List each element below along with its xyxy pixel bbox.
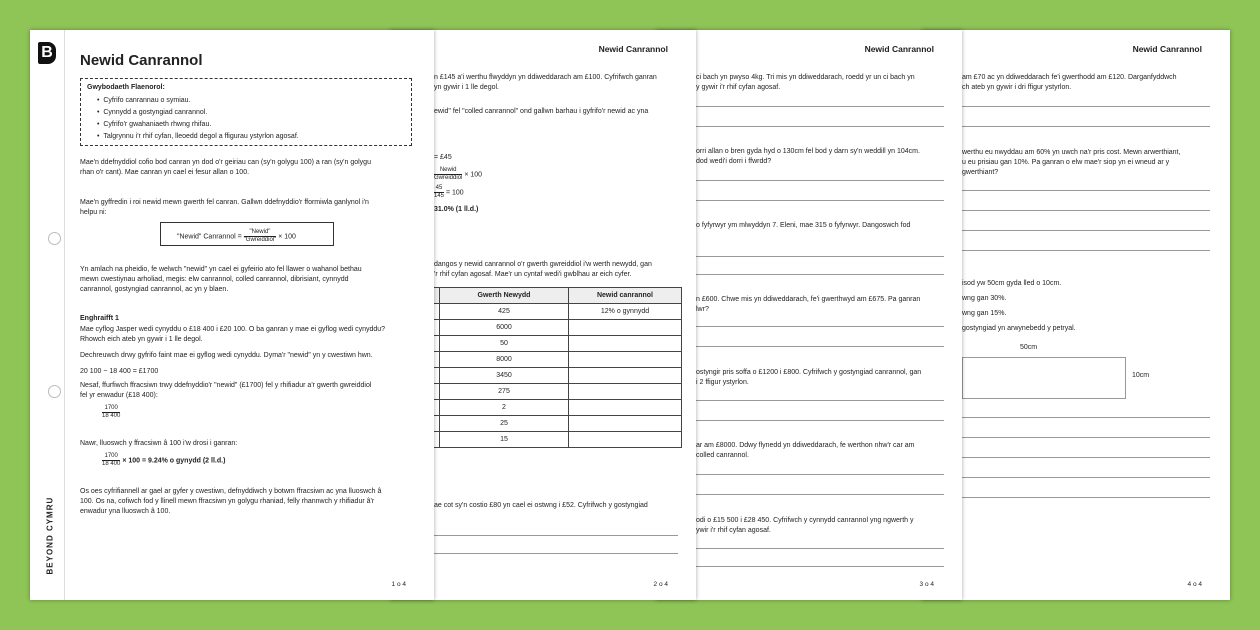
answer-line — [696, 548, 944, 549]
answer-line — [962, 437, 1210, 438]
answer-line — [696, 400, 944, 401]
fraction: $\frac{1700}{18 400}$ — [102, 405, 121, 419]
question-text: o fyfyrwyr ym mlwyddyn 7. Eleni, mae 315 o fyfyrwyr. Dangoswch fod — [696, 222, 911, 229]
body-text: rhan o'r cant). Mae canran yn cael ei fesur allan o 100. — [80, 169, 250, 176]
answer-line — [962, 230, 1210, 231]
answer-line — [696, 346, 944, 347]
list-item: • Cyfrifo canrannau o symiau. — [97, 97, 191, 104]
question-text: ci bach yn pwyso 4kg. Tri mis yn ddiweddarach, roedd yr un ci bach yn — [696, 74, 915, 81]
table-row: 2 — [411, 400, 682, 416]
fraction: $\frac{\text{Newid}}{\text{Gwreiddiol}}$ — [434, 167, 463, 181]
answer-line — [696, 474, 944, 475]
page-number: 2 o 4 — [653, 581, 668, 588]
body-text: Mae'n gyffredin i roi newid mewn gwerth fel canran. Gallwn ddefnyddio'r fformiwla ganlynol i'n — [80, 199, 369, 206]
answer-line — [962, 457, 1210, 458]
answer-line — [962, 417, 1210, 418]
percentage-change-table — [410, 287, 682, 448]
list-item: • Cynnydd a gostyngiad canrannol. — [97, 109, 208, 116]
answer-line — [434, 535, 678, 536]
answer-line — [962, 126, 1210, 127]
answer-line — [696, 420, 944, 421]
working-line: = £45 — [434, 154, 452, 161]
page-title: Newid Canrannol — [80, 52, 203, 69]
column-header: Gwerth Newydd — [440, 288, 569, 304]
brand-name: BEYOND CYMRU — [45, 496, 55, 575]
question-text: u eu prisiau gan 10%. Pa ganran o elw mae'r siop yn ei wneud ar y — [962, 159, 1170, 166]
table-row: 6000 — [411, 320, 682, 336]
table-row: 3450 — [411, 368, 682, 384]
body-text: Yn amlach na pheidio, fe welwch "newid" yn cael ei gyfeirio ato fel llawer o wahanol bethau — [80, 266, 362, 273]
answer-line — [696, 494, 944, 495]
body-text: canrannol, gostyngiad canrannol, ac yn y blaen. — [80, 286, 229, 293]
working-line: $\frac{\text{Newid}}{\text{Gwreiddiol}} \times 100$ — [434, 167, 483, 181]
fraction: $\frac{45}{145}$ — [434, 185, 445, 199]
rectangle-diagram — [962, 357, 1126, 399]
answer-line — [962, 477, 1210, 478]
table-row: 275 — [411, 384, 682, 400]
answer-line — [696, 106, 944, 107]
body-text: Dechreuwch drwy gyfrifo faint mae ei gyflog wedi cynyddu. Dyma'r "newid" yn y cwestiwn hwn. — [80, 352, 373, 359]
question-text: lwr? — [696, 306, 709, 313]
list-item: • Cyfrifo'r gwahaniaeth rhwng rhifau. — [97, 121, 212, 128]
prior-knowledge-box — [80, 78, 412, 146]
answer-line — [696, 326, 944, 327]
page-number: 4 o 4 — [1187, 581, 1202, 588]
task-text: dangos y newid canrannol o'r gwerth gwreiddiol i'w werth newydd, gan — [434, 261, 652, 268]
example-text: n £145 a'i werthu flwyddyn yn ddiweddarach am £100. Cyfrifwch ganran — [434, 74, 657, 81]
page-header: Newid Canrannol — [598, 44, 668, 54]
answer-line — [962, 210, 1210, 211]
question-text: ar am £8000. Ddwy flynedd yn ddiweddarach, fe werthon nhw'r car am — [696, 442, 915, 449]
calculation: 20 100 − 18 400 = £1700 — [80, 368, 159, 375]
column-header: Newid canrannol — [569, 288, 682, 304]
example-text: yn gywir i 1 lle degol. — [434, 84, 499, 91]
working-line: $\frac{45}{145} = 100$ — [434, 185, 464, 199]
formula-label: "Newid" Canrannol = — [177, 233, 242, 241]
table-row: 50 — [411, 336, 682, 352]
question-text: gwerthiant? — [962, 169, 999, 176]
table-row: 25 — [411, 416, 682, 432]
punch-hole — [48, 232, 61, 245]
list-item: • Talgrynnu i'r rhif cyfan, lleoedd degol a ffigurau ystyrlon agosaf. — [97, 133, 299, 140]
table-row: 8000 — [411, 352, 682, 368]
question-text: werthu eu nwyddau am 60% yn uwch na'r pris cost. Mewn arwerthiant, — [962, 149, 1181, 156]
worksheet-page-4 — [919, 30, 1230, 600]
question-text: wng gan 30%. — [962, 295, 1007, 302]
body-text: enwadur yna lluoswch â 100. — [80, 508, 171, 515]
page-header: Newid Canrannol — [1132, 44, 1202, 54]
question-text: dod wedi'i dorri i ffwrdd? — [696, 158, 772, 165]
example-heading: Enghraifft 1 — [80, 315, 119, 322]
question-text: colled canrannol. — [696, 452, 749, 459]
rectangle-width-label: 50cm — [1020, 344, 1038, 351]
brand-logo: B — [38, 42, 56, 64]
punch-hole — [48, 385, 61, 398]
question-text: orri allan o bren gyda hyd o 130cm fel bod y darn sy'n weddill yn 104cm. — [696, 148, 920, 155]
page-header: Newid Canrannol — [864, 44, 934, 54]
question-text: wng gan 15%. — [962, 310, 1007, 317]
answer-line — [696, 256, 944, 257]
answer-line — [962, 106, 1210, 107]
box-heading: Gwybodaeth Flaenorol: — [87, 84, 165, 91]
answer-line — [696, 180, 944, 181]
question-text: y gywir i'r rhif cyfan agosaf. — [696, 84, 781, 91]
worksheet-page-2 — [390, 30, 696, 600]
answer-line — [696, 200, 944, 201]
question-text: n £600. Chwe mis yn ddiweddarach, fe'i gwerthwyd am £675. Pa ganran — [696, 296, 921, 303]
formula-fraction: $\frac{\text{"Newid"}}{\text{"Gwreiddiol"}}$ — [243, 229, 277, 243]
question-text: gostyngiad yn arwynebedd y petryal. — [962, 325, 1076, 332]
rectangle-height-label: 10cm — [1132, 372, 1150, 379]
question-text: ostyngir pris soffa o £1200 i £800. Cyfrifwch y gostyngiad canrannol, gan — [696, 369, 922, 376]
brand-strip — [30, 30, 65, 600]
answer-line — [962, 497, 1210, 498]
body-text: Mae cyflog Jasper wedi cynyddu o £18 400 i £20 100. O ba ganran y mae ei gyflog wedi cynyddu? — [80, 326, 386, 333]
page-number: 1 o 4 — [391, 581, 406, 588]
formula-multiplier: × 100 — [278, 233, 296, 241]
formula-box — [160, 222, 334, 246]
question-text: ywir i'r rhif cyfan agosaf. — [696, 527, 771, 534]
question-text: odi o £15 500 i £28 450. Cyfrifwch y cynnydd canrannol yng ngwerth y — [696, 517, 914, 524]
task-text: 'r rhif cyfan agosaf. Mae'r un cyntaf wedi'i gwblhau ar eich cyfer. — [434, 271, 632, 278]
question-text: ae cot sy'n costio £80 yn cael ei ostwng i £52. Cyfrifwch y gostyngiad — [434, 502, 648, 509]
page-number: 3 o 4 — [919, 581, 934, 588]
table-row: 15 — [411, 432, 682, 448]
calculation-result: $\frac{1700}{18 400} \times 100 = 9.24\%$ o gynydd (2 ll.d.) — [102, 453, 226, 467]
body-text: Rhowch eich ateb yn gywir i 1 lle degol. — [80, 336, 203, 343]
answer-line — [696, 126, 944, 127]
body-text: Nawr, lluoswch y ffracsiwn â 100 i'w drosi i ganran: — [80, 440, 238, 447]
answer-line — [696, 274, 944, 275]
body-text: Os oes cyfrifiannell ar gael ar gyfer y cwestiwn, defnyddiwch y botwm ffracsiwn ac yna lluoswch â — [80, 488, 382, 495]
answer-line — [434, 553, 678, 554]
worksheet-page-1 — [30, 30, 434, 600]
body-text: helpu ni: — [80, 209, 107, 216]
body-text: 100. Os na, cofiwch fod y llinell mewn ffracsiwn yn golygu rhaniad, felly rhannwch y rhifiadur â'r — [80, 498, 375, 505]
question-text: i 2 ffigur ystyrlon. — [696, 379, 749, 386]
body-text: Nesaf, ffurfiwch ffracsiwn trwy ddefnyddio'r "newid" (£1700) fel y rhifiadur a'r gwerth gwreiddiol — [80, 382, 372, 389]
worksheet-page-3 — [653, 30, 962, 600]
body-text: fel yr enwadur (£18 400): — [80, 392, 158, 399]
question-text: am £70 ac yn ddiweddarach fe'i gwerthodd am £120. Darganfyddwch — [962, 74, 1177, 81]
body-text: Mae'n ddefnyddiol cofio bod canran yn dod o'r geiriau can (sy'n golygu 100) a ran (sy'n golygu — [80, 159, 371, 166]
question-text: ch ateb yn gywir i dri ffigur ystyrlon. — [962, 84, 1072, 91]
example-text: ewid" fel "colled canrannol" ond gallwn barhau i gyfrifo'r newid ac yna — [434, 108, 649, 115]
answer-line — [962, 250, 1210, 251]
answer-line — [962, 190, 1210, 191]
body-text: mewn cwestiynau arholiad, megis: elw canrannol, colled canrannol, dibrisiant, cynnydd — [80, 276, 349, 283]
working-answer: 31.0% (1 ll.d.) — [434, 206, 479, 213]
table-row: 425 12% o gynnydd — [411, 304, 682, 320]
question-text: isod yw 50cm gyda lled o 10cm. — [962, 280, 1062, 287]
answer-line — [696, 566, 944, 567]
